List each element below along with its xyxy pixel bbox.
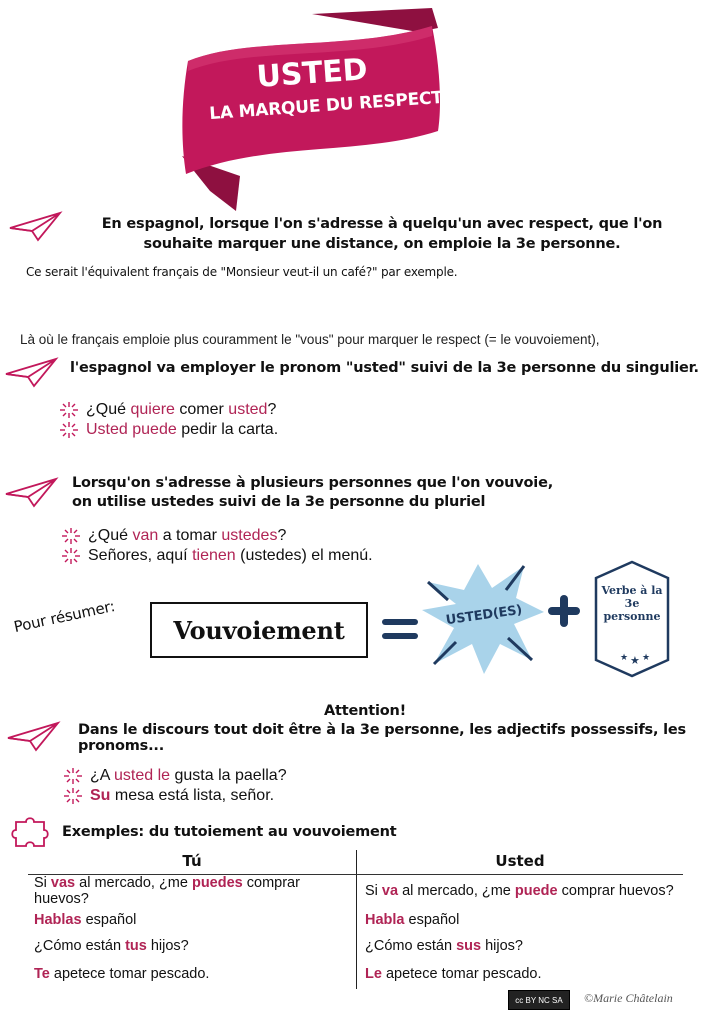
example-line <box>62 786 462 806</box>
cell-usted: Habla español <box>365 912 460 928</box>
example-line <box>60 526 480 546</box>
header-subtitle: LA MARQUE DU RESPECT <box>208 87 444 125</box>
table-heading: Exemples: du tutoiement au vouvoiement <box>62 824 397 840</box>
paper-plane-icon <box>4 356 59 393</box>
example-text: Señores, aquí tienen (ustedes) el menú. <box>88 547 373 564</box>
example-text: ¿Qué quiere comer usted? <box>86 401 277 418</box>
example-line <box>58 420 458 440</box>
example-text: Su mesa está lista, señor. <box>90 787 275 804</box>
paper-plane-icon <box>8 210 63 247</box>
intro-example-note: Ce serait l'équivalent français de "Monsieur veut-il un café?" par exemple. <box>26 265 458 279</box>
attention-text: Dans le discours tout doit être à la 3e personne, les adjectifs possessifs, les pronoms... <box>78 722 686 754</box>
sparkle-icon <box>58 400 80 420</box>
table-header-row <box>28 850 683 875</box>
usted-star-icon <box>420 560 548 678</box>
sparkle-icon <box>62 766 84 786</box>
section2-title-line1: Lorsqu'on s'adresse à plusieurs personnes que l'on vouvoie, <box>72 475 554 491</box>
table-row <box>28 933 683 959</box>
sparkle-icon <box>58 420 80 440</box>
table-row <box>28 959 683 989</box>
header-ribbon <box>170 6 470 211</box>
example-text: Usted puede pedir la carta. <box>86 421 279 438</box>
section1-examples <box>58 400 458 440</box>
sparkle-icon <box>60 526 82 546</box>
vouvoiement-text: Vouvoiement <box>173 615 345 645</box>
attention-examples <box>62 766 462 806</box>
cell-tu: Si vas al mercado, ¿me puedes comprar huevos? <box>28 875 357 908</box>
cell-usted: Si va al mercado, ¿me puede comprar huevos? <box>365 883 674 899</box>
col-header-tu: Tú <box>28 850 357 875</box>
badge-line3: personne <box>603 610 661 623</box>
section1-lead: Là où le français emploie plus couramment le "vous" pour marquer le respect (= le vouvoiement), <box>20 332 600 347</box>
section2-title <box>72 474 672 512</box>
header-title: USTED <box>255 52 369 95</box>
svg-text:★: ★ <box>630 655 640 667</box>
summary-label: Pour résumer: <box>12 597 117 636</box>
verb-badge-text <box>594 584 670 623</box>
cell-usted: ¿Cómo están sus hijos? <box>365 938 523 954</box>
badge-line2: 3e <box>624 597 640 610</box>
cell-tu: Hablas español <box>28 907 357 933</box>
cell-tu: ¿Cómo están tus hijos? <box>28 933 357 959</box>
paper-plane-icon <box>4 476 59 513</box>
example-line <box>62 766 462 786</box>
paper-plane-icon <box>6 720 61 757</box>
table-row <box>28 875 683 908</box>
svg-text:★: ★ <box>642 652 651 662</box>
conversion-table <box>28 850 683 989</box>
example-text: ¿A usted le gusta la paella? <box>90 767 287 784</box>
sparkle-icon <box>60 546 82 566</box>
cc-license-badge <box>508 990 570 1010</box>
signature: ©Marie Châtelain <box>584 991 673 1005</box>
plus-sign-icon <box>545 592 583 635</box>
cell-tu: Te apetece tomar pescado. <box>28 959 357 989</box>
example-line <box>60 546 480 566</box>
verb-badge <box>594 560 670 678</box>
equals-sign-icon <box>380 616 420 649</box>
table-row <box>28 907 683 933</box>
badge-line1: Verbe à la <box>601 584 663 597</box>
section2-examples <box>60 526 480 566</box>
tu-usted-table <box>28 850 683 989</box>
usted-star-text: USTED(ES) <box>444 602 524 629</box>
vouvoiement-box <box>150 602 368 658</box>
section2-title-line2: on utilise ustedes suivi de la 3e personne du pluriel <box>72 494 486 510</box>
cell-usted: Le apetece tomar pescado. <box>365 966 542 982</box>
attention-title: Attention! <box>323 703 407 719</box>
col-header-usted: Usted <box>357 850 684 875</box>
sparkle-icon <box>62 786 84 806</box>
intro-text: En espagnol, lorsque l'on s'adresse à quelqu'un avec respect, que l'on souhaite marquer une distance, on emploie la 3e personne. <box>101 216 663 252</box>
svg-text:★: ★ <box>620 652 629 662</box>
example-text: ¿Qué van a tomar ustedes? <box>88 527 287 544</box>
cc-license-text: cc BY NC SA <box>515 995 563 1005</box>
section1-title: l'espagnol va employer le pronom "usted" suivi de la 3e personne du singulier. <box>70 360 699 376</box>
example-line <box>58 400 458 420</box>
